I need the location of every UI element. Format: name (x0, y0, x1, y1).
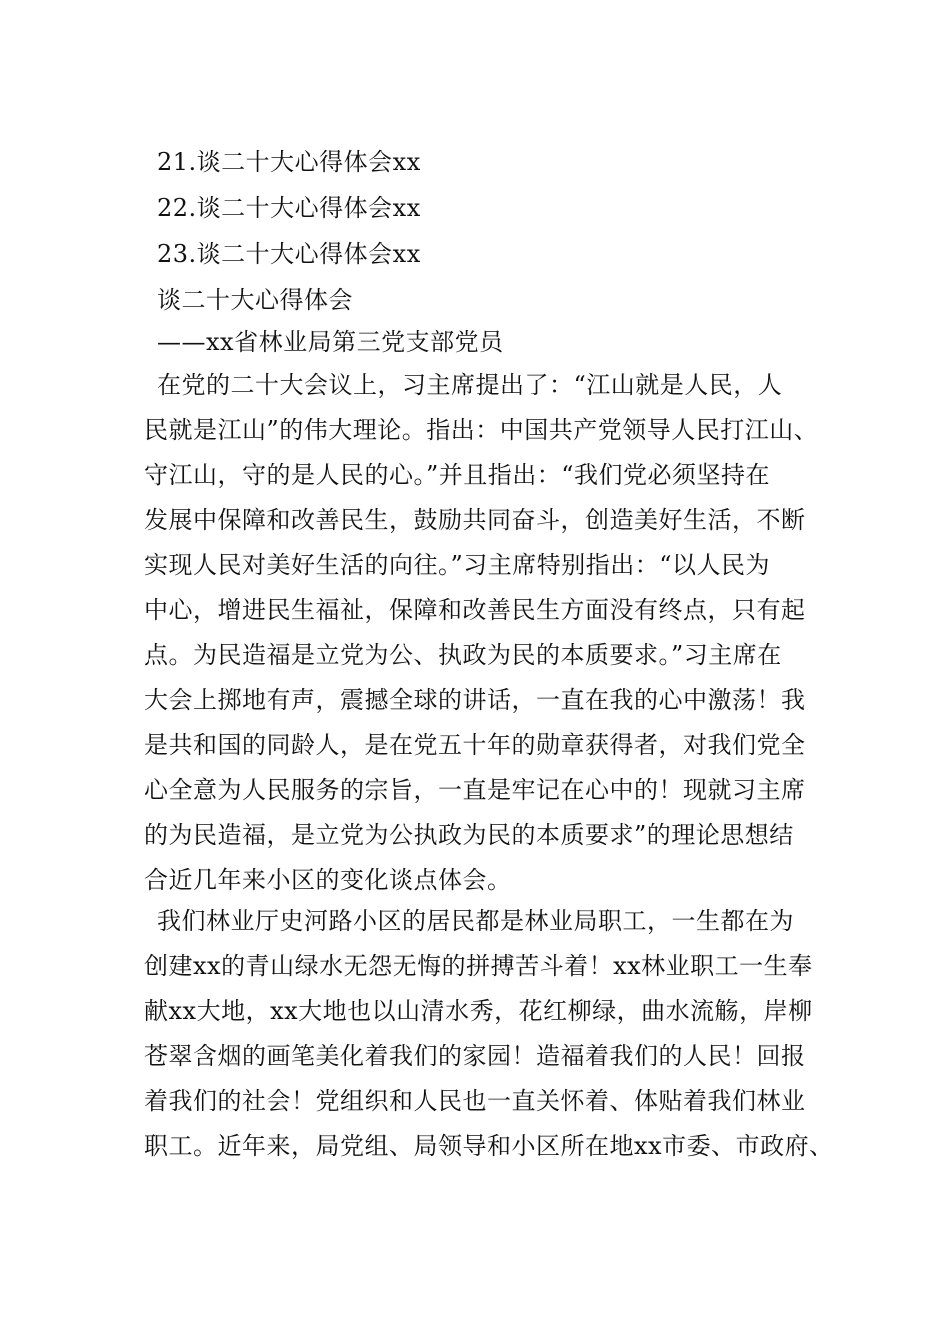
paragraph-line: 是共和国的同龄人，是在党五十年的勋章获得者，对我们党全 (144, 731, 806, 759)
paragraph-line: 点。为民造福是立党为公、执政为民的本质要求。”习主席在 (144, 641, 782, 669)
list-item: 21.谈二十大心得体会xx (157, 148, 421, 176)
list-item: 23.谈二十大心得体会xx (157, 240, 421, 268)
paragraph-line: 大会上掷地有声，震撼全球的讲话，一直在我的心中激荡！我 (144, 686, 806, 714)
article-title: 谈二十大心得体会 (157, 286, 353, 314)
paragraph-line: 献xx大地，xx大地也以山清水秀，花红柳绿，曲水流觞，岸柳 (144, 997, 813, 1025)
paragraph-line: 苍翠含烟的画笔美化着我们的家园！造福着我们的人民！回报 (144, 1042, 806, 1070)
paragraph-line: 中心，增进民生福祉，保障和改善民生方面没有终点，只有起 (144, 596, 806, 624)
paragraph-line: 合近几年来小区的变化谈点体会。 (144, 866, 512, 894)
article-byline: ——xx省林业局第三党支部党员 (157, 328, 504, 356)
paragraph-line: 创建xx的青山绿水无怨无悔的拼搏苦斗着！xx林业职工一生奉 (144, 952, 813, 980)
paragraph-line: 在党的二十大会议上，习主席提出了：“江山就是人民，人 (157, 371, 783, 399)
list-item: 22.谈二十大心得体会xx (157, 194, 421, 222)
paragraph-line: 实现人民对美好生活的向往。”习主席特别指出：“以人民为 (144, 551, 771, 579)
paragraph-line: 发展中保障和改善民生，鼓励共同奋斗，创造美好生活，不断 (144, 506, 806, 534)
paragraph-line: 守江山，守的是人民的心。”并且指出：“我们党必须坚持在 (144, 461, 771, 489)
paragraph-line: 的为民造福，是立党为公执政为民的本质要求”的理论思想结 (144, 821, 794, 849)
paragraph-line: 职工。近年来，局党组、局领导和小区所在地xx市委、市政府、 (144, 1132, 834, 1160)
paragraph-line: 民就是江山”的伟大理论。指出：中国共产党领导人民打江山、 (144, 416, 819, 444)
paragraph-line: 着我们的社会！党组织和人民也一直关怀着、体贴着我们林业 (144, 1087, 806, 1115)
paragraph-line: 心全意为人民服务的宗旨，一直是牢记在心中的！现就习主席 (144, 776, 806, 804)
paragraph-line: 我们林业厅史河路小区的居民都是林业局职工，一生都在为 (157, 907, 794, 935)
